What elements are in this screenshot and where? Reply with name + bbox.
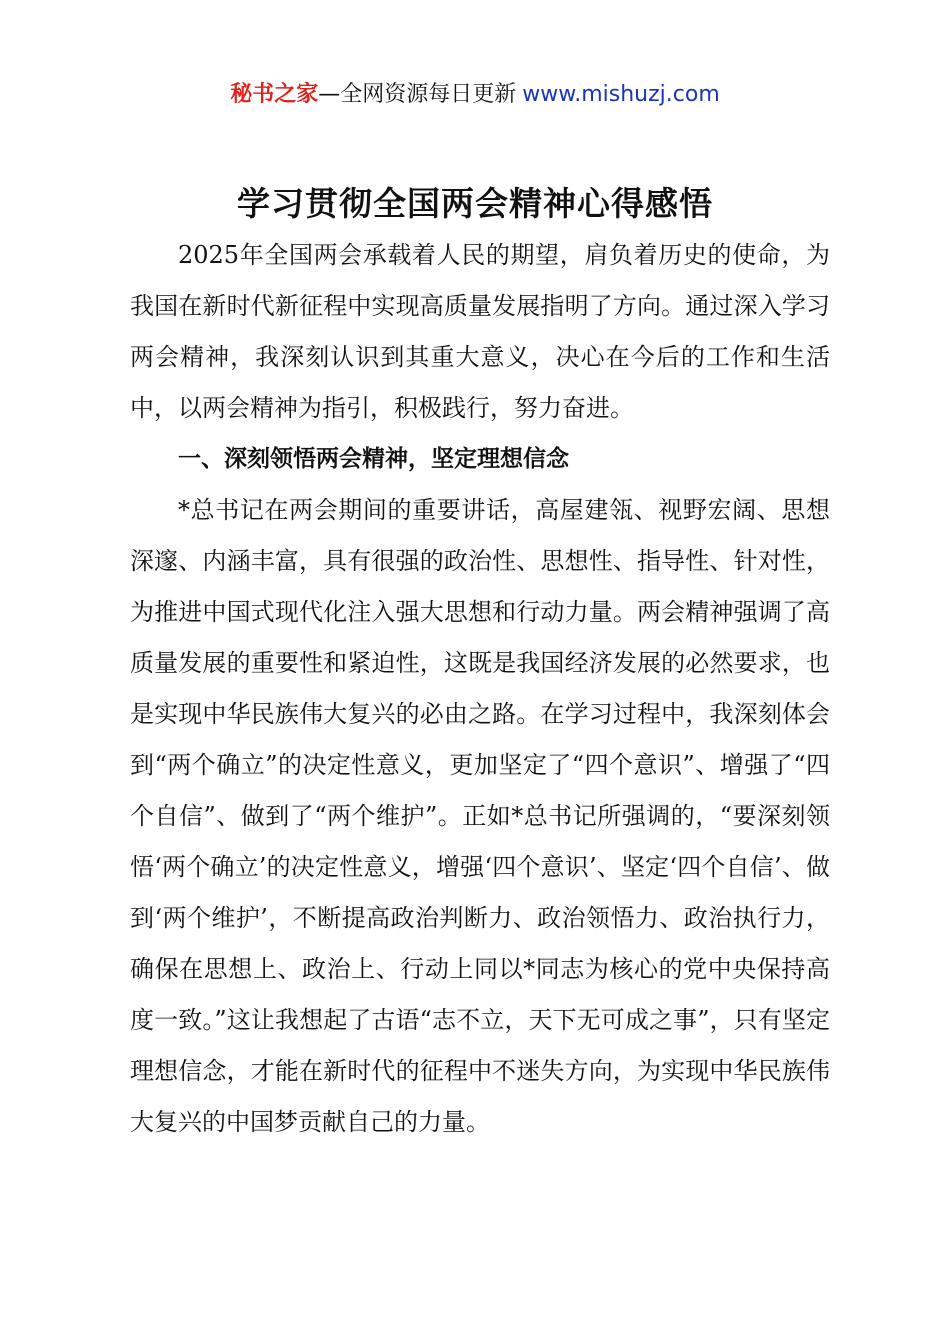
intro-paragraph: 2025年全国两会承载着人民的期望，肩负着历史的使命，为我国在新时代新征程中实现高质量发展指明了方向。通过深入学习两会精神，我深刻认识到其重大意义，决心在今后的工作和生活中，以两会精神为指引，积极践行，努力奋进。	[130, 241, 830, 422]
section-heading-1: 一、深刻领悟两会精神，坚定理想信念	[178, 446, 569, 472]
section-paragraph-1: *总书记在两会期间的重要讲话，高屋建瓴、视野宏阔、思想深邃、内涵丰富，具有很强的政治性、思想性、指导性、针对性，为推进中国式现代化注入强大思想和行动力量。两会精神强调了高质量发展的重要性和紧迫性，这既是我国经济发展的必然要求，也是实现中华民族伟大复兴的必由之路。在学习过程中，我深刻体会到“两个确立”的决定性意义，更加坚定了“四个意识”、增强了“四个自信”、做到了“两个维护”。正如*总书记所强调的，“要深刻领悟‘两个确立’的决定性意义，增强‘四个意识’、坚定‘四个自信’、做到‘两个维护’，不断提高政治判断力、政治领悟力、政治执行力，确保在思想上、政治上、行动上同以*同志为核心的党中央保持高度一致。”这让我想起了古语“志不立，天下无可成之事”，只有坚定理想信念，才能在新时代的征程中不迷失方向，为实现中华民族伟大复兴的中国梦贡献自己的力量。	[130, 496, 830, 1136]
site-header	[0, 78, 950, 112]
site-url-link[interactable]: www.mishuzj.com	[522, 82, 720, 107]
document-title: 学习贯彻全国两会精神心得感悟	[237, 184, 713, 223]
header-separator: —	[318, 82, 341, 107]
site-brand: 秘书之家	[230, 82, 319, 107]
site-slogan: 全网资源每日更新	[340, 82, 517, 107]
document-body	[130, 230, 830, 1148]
